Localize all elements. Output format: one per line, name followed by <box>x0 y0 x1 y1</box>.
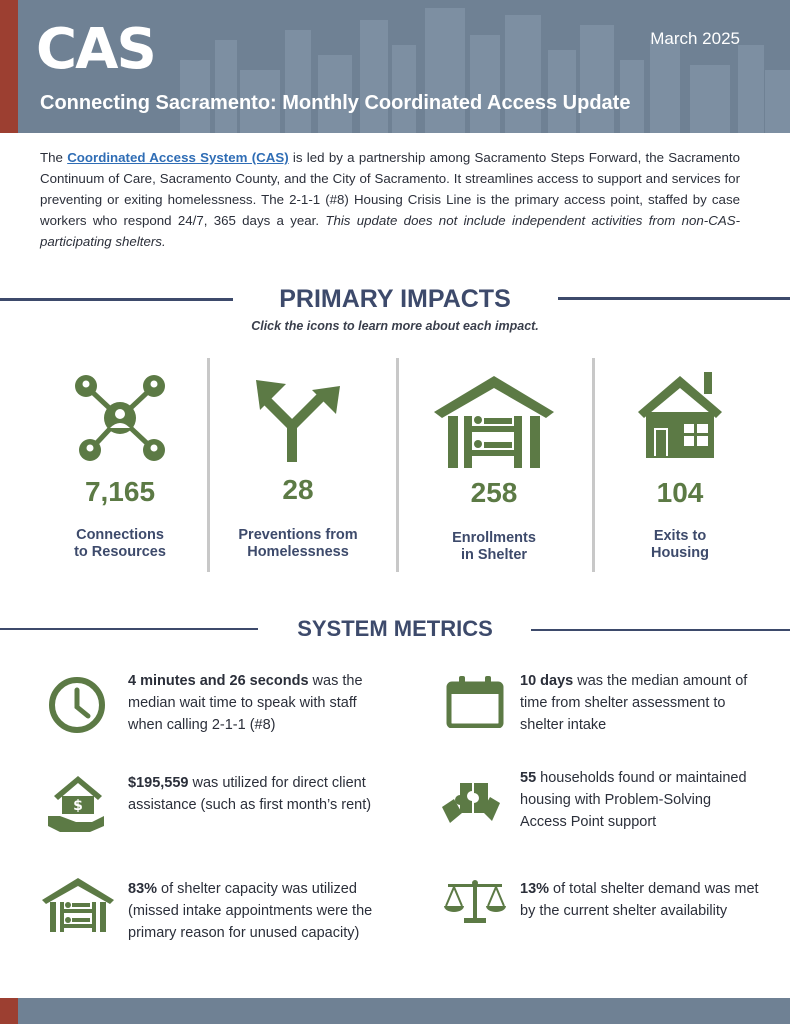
hand-money-house-icon <box>46 774 108 832</box>
scales-icon <box>442 878 508 924</box>
primary-impacts-heading <box>0 285 790 315</box>
impact-value: 104 <box>656 477 704 508</box>
impact-value: 7,165 <box>84 476 156 507</box>
impact-caption: Preventions from Homelessness <box>238 527 358 560</box>
impact-connections[interactable] <box>40 360 200 570</box>
metric-shelter-demand <box>440 878 770 958</box>
clock-icon <box>48 676 106 734</box>
impacts-subheading: Click the icons to learn more about each impact. <box>251 319 539 333</box>
metric-text: $195,559 was utilized for direct client assistance (such as first month’s rent) <box>128 775 372 813</box>
header-banner <box>0 0 790 133</box>
intro-paragraph: The Coordinated Access System (CAS) is led by a partnership among Sacramento Steps Forward, the Sacramento Continuum of Care, Sacramento County, and the City of Sacramento. It streamlines access to support and services for preventing or exiting homelessness. The 2-1-1 (#8) Housing Crisis Line is the primary access point, staffed by case workers who respond 24/7, 365 days a year. This update does not include independent activities from non-CAS-participating shelters. <box>40 150 740 249</box>
system-metrics-heading <box>0 614 790 644</box>
impact-caption: Connections to Resources <box>74 527 166 560</box>
metric-text: 4 minutes and 26 seconds was the median wait time to speak with staff when calling 2-1-1 (#8) <box>128 673 363 733</box>
metric-shelter-capacity <box>40 878 380 974</box>
puzzle-hands-icon <box>440 777 502 827</box>
metric-wait-time <box>40 670 380 750</box>
shelter-capacity-icon <box>42 878 114 932</box>
column-divider <box>207 358 210 572</box>
footer-bar <box>0 998 790 1024</box>
metric-text: 55 households found or maintained housing with Problem-Solving Access Point support <box>520 770 747 830</box>
header-accent-bar <box>0 0 18 133</box>
shelter-beds-icon[interactable] <box>434 376 554 468</box>
metric-client-assistance <box>40 772 380 852</box>
section-title: PRIMARY IMPACTS <box>279 285 511 313</box>
diverging-arrows-icon[interactable] <box>256 380 340 462</box>
column-divider <box>592 358 595 572</box>
impact-enrollments[interactable] <box>414 360 574 570</box>
impact-value: 258 <box>470 477 518 508</box>
column-divider <box>396 358 399 572</box>
impact-caption: Exits to Housing <box>651 528 709 561</box>
intro-note: This update does not include independent activities from non-CAS-participating shelters. <box>40 213 740 249</box>
metric-time-to-intake <box>440 670 770 750</box>
impact-caption: Enrollments in Shelter <box>452 530 536 563</box>
section-title: SYSTEM METRICS <box>297 616 493 641</box>
issue-date: March 2025 <box>650 29 740 48</box>
metric-problem-solving <box>440 767 770 863</box>
page-title: Connecting Sacramento: Monthly Coordinated Access Update <box>40 92 631 114</box>
impact-value: 28 <box>282 474 314 505</box>
calendar-icon <box>446 676 504 728</box>
heading-rule-right <box>558 297 790 300</box>
metric-text: 13% of total shelter demand was met by the current shelter availability <box>520 881 759 919</box>
footer-accent-bar <box>0 998 18 1024</box>
impact-preventions[interactable] <box>218 360 378 570</box>
house-heart-icon[interactable] <box>638 372 722 458</box>
cas-link[interactable]: Coordinated Access System (CAS) <box>67 150 289 165</box>
cas-logo: CAS <box>36 17 155 82</box>
metric-text: 83% of shelter capacity was utilized (missed intake appointments were the primary reason for unused capacity) <box>128 881 373 941</box>
network-icon[interactable] <box>72 374 168 462</box>
metric-text: 10 days was the median amount of time from shelter assessment to shelter intake <box>520 673 748 733</box>
impact-exits[interactable] <box>600 360 760 570</box>
svg-text:$: $ <box>73 798 83 814</box>
heading-rule-right <box>531 629 790 631</box>
